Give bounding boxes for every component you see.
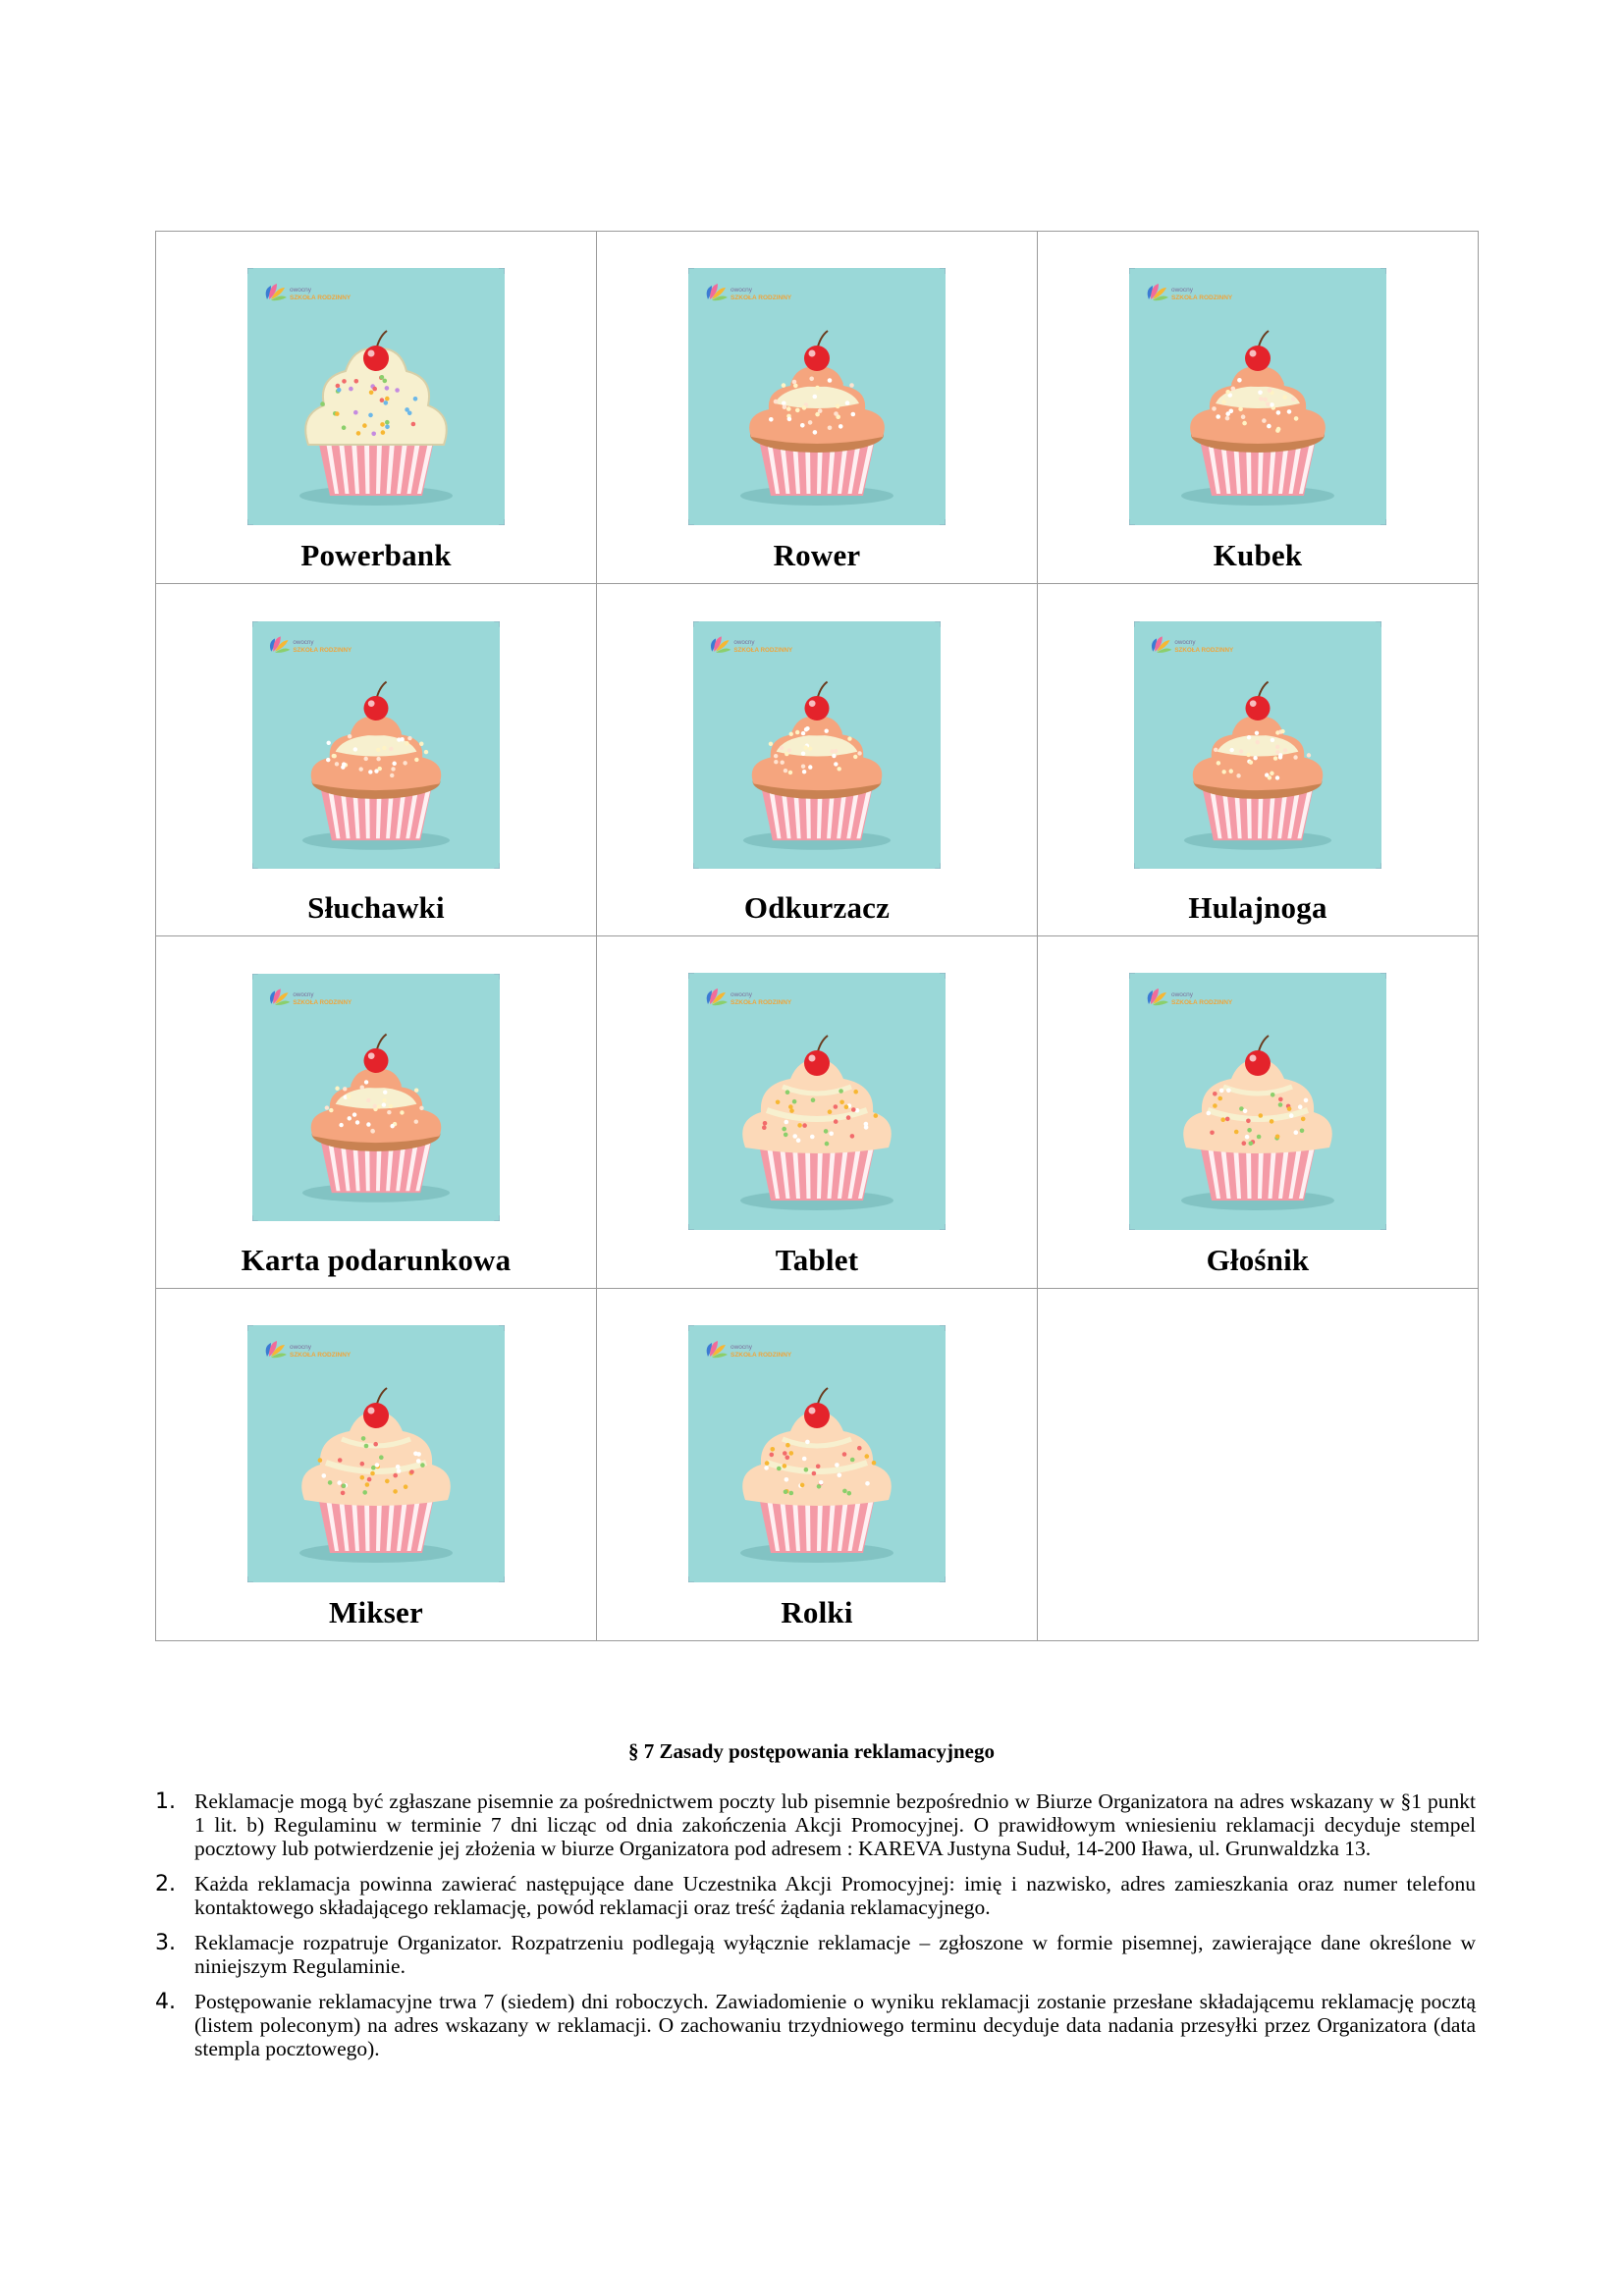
- cupcake-image: [247, 1325, 505, 1582]
- prize-name: Odkurzacz: [743, 890, 891, 925]
- cupcake-image: [247, 268, 505, 525]
- cupcake-image: [1134, 621, 1381, 869]
- svg-text:owocny: owocny: [290, 1344, 312, 1351]
- svg-text:SZKOŁA RODZINNY: SZKOŁA RODZINNY: [1171, 999, 1233, 1006]
- svg-text:SZKOŁA RODZINNY: SZKOŁA RODZINNY: [1174, 646, 1234, 654]
- svg-text:owocny: owocny: [730, 1344, 753, 1351]
- cupcake-image: [693, 621, 941, 869]
- prize-name: Powerbank: [300, 538, 452, 572]
- prize-cell: [597, 1289, 1038, 1641]
- cupcake-image: [688, 268, 946, 525]
- svg-text:SZKOŁA RODZINNY: SZKOŁA RODZINNY: [1171, 294, 1233, 301]
- svg-text:owocny: owocny: [1171, 287, 1194, 294]
- prize-cell: [156, 936, 597, 1289]
- prize-cell: [1038, 232, 1479, 584]
- empty-cell: [1038, 1289, 1479, 1641]
- cupcake-image: [252, 974, 500, 1221]
- rule-item: [155, 1872, 1476, 1919]
- svg-text:owocny: owocny: [290, 287, 312, 294]
- prize-cell: [156, 1289, 597, 1641]
- prize-cell: [1038, 936, 1479, 1289]
- rule-item: [155, 1931, 1476, 1978]
- svg-text:SZKOŁA RODZINNY: SZKOŁA RODZINNY: [733, 646, 793, 654]
- rules-list: [155, 1789, 1476, 2072]
- cupcake-image: [1129, 268, 1386, 525]
- rule-number: 4.: [155, 1990, 176, 2014]
- prize-name: Kubek: [1213, 538, 1303, 572]
- prize-name: Hulajnoga: [1188, 890, 1327, 925]
- prize-cell: [156, 584, 597, 936]
- svg-text:SZKOŁA RODZINNY: SZKOŁA RODZINNY: [293, 646, 352, 654]
- prize-card: [247, 1325, 505, 1582]
- prize-name: Rolki: [781, 1595, 853, 1629]
- cupcake-image: [1129, 973, 1386, 1230]
- svg-text:SZKOŁA RODZINNY: SZKOŁA RODZINNY: [290, 294, 352, 301]
- svg-text:owocny: owocny: [293, 639, 314, 647]
- prize-name: Karta podarunkowa: [241, 1243, 512, 1277]
- svg-text:SZKOŁA RODZINNY: SZKOŁA RODZINNY: [730, 294, 792, 301]
- svg-text:owocny: owocny: [730, 991, 753, 998]
- svg-text:owocny: owocny: [1174, 639, 1196, 647]
- prize-card: [1129, 973, 1386, 1230]
- prize-card: [688, 268, 946, 525]
- svg-text:owocny: owocny: [293, 991, 314, 999]
- prize-cell: [597, 584, 1038, 936]
- rule-number: 3.: [155, 1931, 176, 1955]
- rule-text: Postępowanie reklamacyjne trwa 7 (siedem) dni roboczych. Zawiadomienie o wyniku reklamacji zostanie przesłane składającemu reklamację pocztą (listem poleconym) na adres wskazany w reklamacji. O zachowaniu trzydniowego terminu decyduje data nadania przesyłki przez Organizatora (data stempla pocztowego).: [194, 1990, 1476, 2060]
- prize-grid: [155, 231, 1479, 1641]
- prize-name: Mikser: [329, 1595, 423, 1629]
- prize-card: [1129, 268, 1386, 525]
- rule-number: 2.: [155, 1872, 176, 1896]
- cupcake-image: [252, 621, 500, 869]
- prize-card: [247, 268, 505, 525]
- svg-text:owocny: owocny: [733, 639, 755, 647]
- prize-cell: [1038, 584, 1479, 936]
- section-title: § 7 Zasady postępowania reklamacyjnego: [628, 1739, 995, 1763]
- prize-card: [252, 621, 500, 869]
- prize-card: [1134, 621, 1381, 869]
- rule-item: [155, 1990, 1476, 2060]
- prize-name: Rower: [773, 538, 861, 572]
- prize-card: [252, 974, 500, 1221]
- svg-text:SZKOŁA RODZINNY: SZKOŁA RODZINNY: [293, 998, 352, 1006]
- prize-cell: [597, 936, 1038, 1289]
- prize-name: Tablet: [775, 1243, 859, 1277]
- rule-text: Reklamacje rozpatruje Organizator. Rozpatrzeniu podlegają wyłącznie reklamacje – zgłoszone w formie pisemnej, zawierające dane określone w niniejszym Regulaminie.: [194, 1931, 1476, 1978]
- prize-cell: [156, 232, 597, 584]
- prize-card: [688, 973, 946, 1230]
- prize-card: [688, 1325, 946, 1582]
- cupcake-image: [688, 973, 946, 1230]
- svg-text:SZKOŁA RODZINNY: SZKOŁA RODZINNY: [290, 1352, 352, 1359]
- prize-cell: [597, 232, 1038, 584]
- svg-text:owocny: owocny: [730, 287, 753, 294]
- rule-text: Każda reklamacja powinna zawierać następujące dane Uczestnika Akcji Promocyjnej: imię i nazwisko, adres zamieszkania oraz numer telefonu kontaktowego składającego reklamację, powód reklamacji oraz treść żądania reklamacyjnego.: [194, 1872, 1476, 1919]
- prize-name: Głośnik: [1206, 1243, 1310, 1277]
- svg-text:SZKOŁA RODZINNY: SZKOŁA RODZINNY: [730, 999, 792, 1006]
- prize-card: [693, 621, 941, 869]
- svg-text:SZKOŁA RODZINNY: SZKOŁA RODZINNY: [730, 1352, 792, 1359]
- rule-item: [155, 1789, 1476, 1860]
- cupcake-image: [688, 1325, 946, 1582]
- svg-text:owocny: owocny: [1171, 991, 1194, 998]
- prize-name: Słuchawki: [307, 890, 445, 925]
- rule-text: Reklamacje mogą być zgłaszane pisemnie za pośrednictwem poczty lub pisemnie bezpośrednio w Biurze Organizatora na adres wskazany w §1 punkt 1 lit. b) Regulaminu w terminie 7 dni licząc od dnia zakończenia Akcji Promocyjnej. O prawidłowym wniesieniu reklamacji decyduje stempel pocztowy lub potwierdzenie jej złożenia w biurze Organizatora pod adresem : KAREVA Justyna Suduł, 14-200 Iława, ul. Grunwaldzka 13.: [194, 1789, 1476, 1860]
- rule-number: 1.: [155, 1789, 176, 1814]
